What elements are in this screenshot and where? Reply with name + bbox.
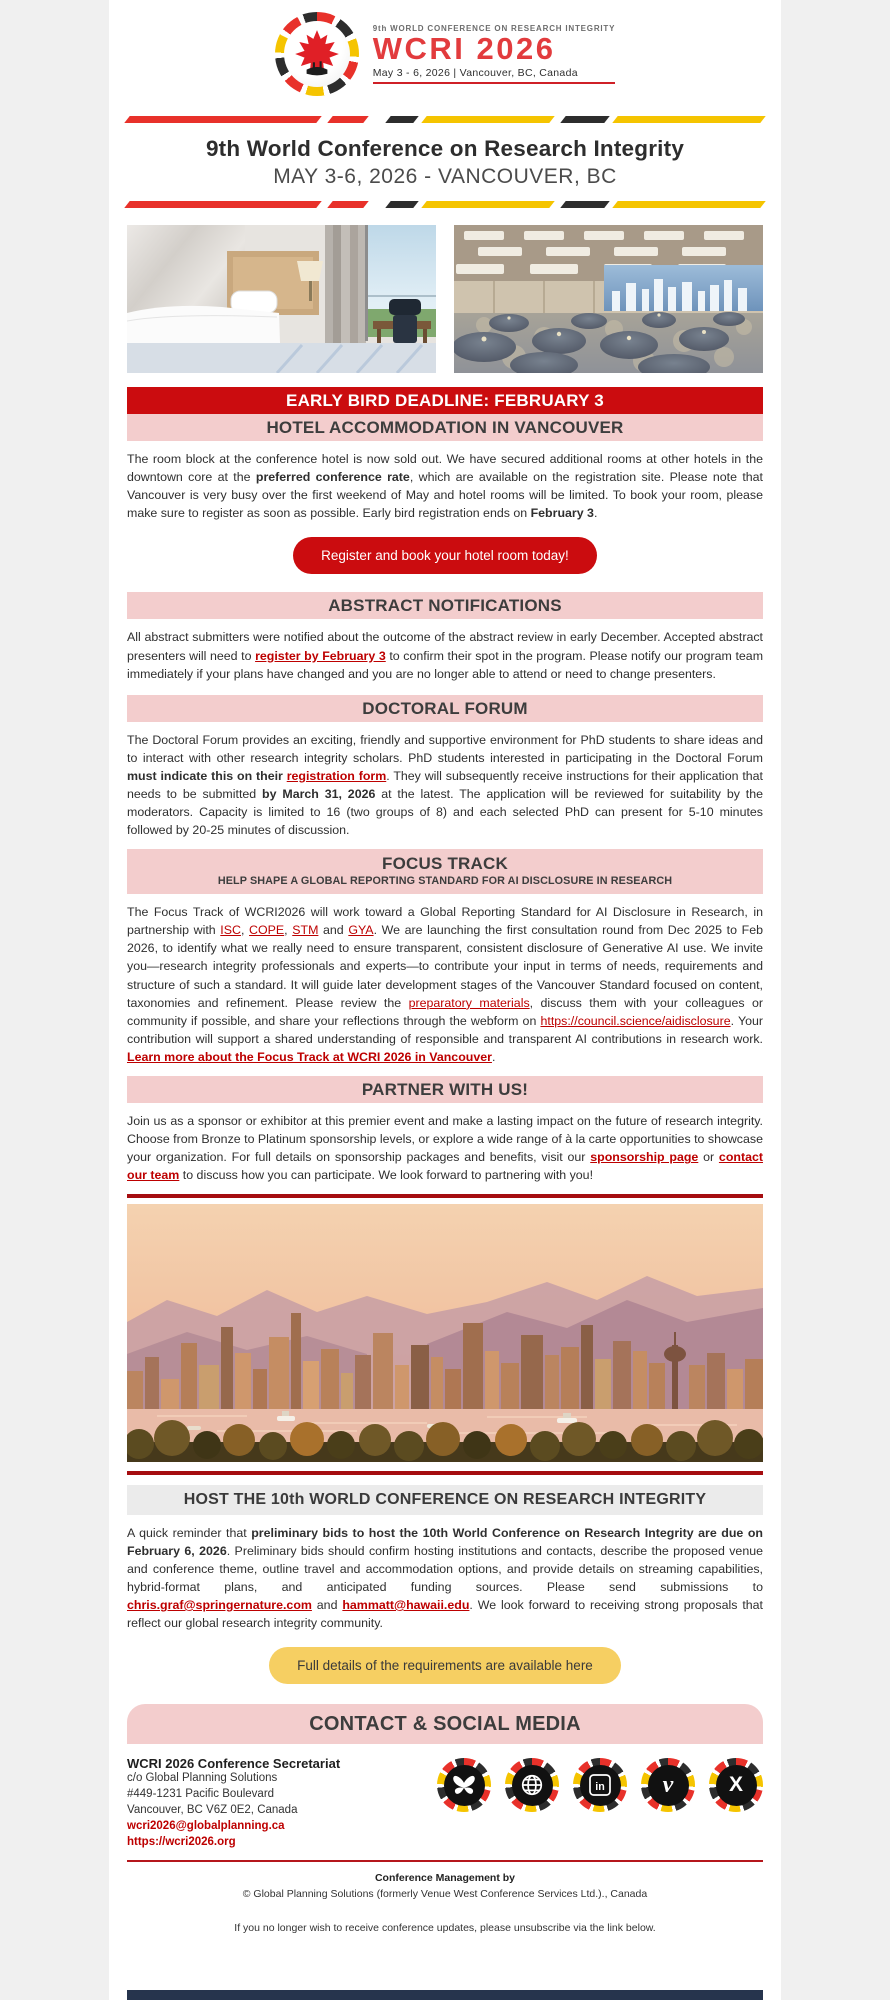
linkedin-glyph (580, 1765, 621, 1806)
text-run: . (593, 506, 598, 521)
wcri-logo-badge (275, 12, 359, 96)
text-run: must indicate this on their (127, 768, 287, 783)
divider-segment (421, 201, 554, 208)
text-run: to confirm their spot in the program. Please notify our program team immediately if your plans have changed and you are no longer able to attend or need to change presenters. (127, 648, 764, 681)
requirements-details-button[interactable]: Full details of the requirements are available here (269, 1647, 621, 1684)
contact-our-team-link[interactable]: contact our team (127, 1150, 763, 1183)
gya-link[interactable]: GYA (348, 923, 374, 938)
secretariat-name: WCRI 2026 Conference Secretariat (127, 1756, 341, 1772)
partner-heading: PARTNER WITH US! (127, 1076, 763, 1103)
skyline-hero (127, 1198, 763, 1462)
address-line: c/o Global Planning Solutions (127, 1772, 278, 1785)
text-run: . We look forward to receiving strong proposals that reflect our global research integrity community. (127, 1598, 763, 1631)
divider-segment (327, 116, 368, 123)
stm-link[interactable]: STM (292, 923, 319, 938)
tricolor-divider-bottom (127, 201, 763, 208)
text-run: , (284, 923, 293, 938)
managed-by-label: Conference Management by (374, 1871, 516, 1884)
text-run: All abstract submitters were notified about the outcome of the abstract review in early December. Accepted abstract presenters will need to (127, 630, 763, 663)
globe-glyph (512, 1765, 553, 1806)
text-run: , (240, 923, 250, 938)
text-run: , discuss them with your colleagues or community if possible, and share your reflections through the webform on (127, 995, 764, 1028)
contact-heading: CONTACT & SOCIAL MEDIA (127, 1704, 763, 1744)
bluesky-butterfly-icon[interactable] (437, 1758, 491, 1812)
address-line: #449-1231 Pacific Boulevard (127, 1788, 275, 1801)
contact-email-link[interactable]: wcri2026@globalplanning.ca (127, 1819, 285, 1832)
focus-track-learn-more-link[interactable]: Learn more about the Focus Track at WCRI 2026 in Vancouver (127, 1050, 492, 1065)
text-run: . Your contribution will support a shared understanding of responsible and transparent AI contributions in research work. (127, 1013, 764, 1046)
text-run: or (698, 1150, 719, 1165)
sponsorship-page-link[interactable]: sponsorship page (590, 1150, 699, 1165)
address-line: Vancouver, BC V6Z 0E2, Canada (127, 1803, 298, 1816)
copyright-line: © Global Planning Solutions (formerly Venue West Conference Services Ltd.)., Canada (242, 1887, 648, 1900)
divider-segment (421, 116, 554, 123)
doctoral-paragraph (127, 731, 763, 840)
preparatory-materials-link[interactable]: preparatory materials (408, 995, 530, 1010)
tricolor-divider-top (127, 116, 763, 123)
text-run: . They will subsequently receive instructions for their application that needs to be submitted (127, 768, 763, 802)
text-run: and (311, 1598, 343, 1613)
focus-paragraph (127, 903, 763, 1066)
x-twitter-icon[interactable] (709, 1758, 763, 1812)
logo-date-line: May 3 - 6, 2026 | Vancouver, BC, Canada (372, 67, 578, 80)
text-run: preliminary bids to host the 10th World Conference on Research Integrity are due on February 6, 2026 (127, 1525, 763, 1558)
divider-segment (385, 116, 418, 123)
linkedin-icon[interactable] (573, 1758, 627, 1812)
divider-segment (124, 201, 321, 208)
text-run: The room block at the conference hotel is now sold out. We have secured additional rooms at other hotels in the downtown core at the (127, 452, 763, 485)
abstract-heading: ABSTRACT NOTIFICATIONS (127, 592, 763, 619)
divider-segment (124, 116, 321, 123)
aidisclosure-webform-link[interactable]: https://council.science/aidisclosure (540, 1013, 731, 1028)
email-newsletter (109, 0, 781, 2000)
x-glyph: X (716, 1765, 757, 1806)
logo-brand: WCRI 2026 (372, 30, 556, 66)
text-run: . (491, 1050, 496, 1065)
social-icons (420, 1756, 763, 1850)
vimeo-icon[interactable] (641, 1758, 695, 1812)
contact-block (127, 1756, 763, 1850)
host-paragraph (127, 1524, 763, 1633)
email-footer (127, 1862, 763, 1934)
text-run: , which are available on the registration site. Please note that Vancouver is very busy over the first weekend of May and hotel rooms will be limited. To book your room, please make sure to register as soon as possible. Early bird registration ends on (127, 470, 763, 521)
divider-segment (327, 201, 368, 208)
register-hotel-button[interactable]: Register and book your hotel room today! (293, 537, 597, 574)
register-by-february-link[interactable]: register by February 3 (255, 648, 386, 663)
maple-leaf-icon (291, 28, 343, 80)
text-run: by March 31, 2026 (262, 787, 376, 802)
focus-heading-subtitle: HELP SHAPE A GLOBAL REPORTING STANDARD FOR AI DISCLOSURE IN RESEARCH (217, 874, 673, 887)
focus-heading-title: FOCUS TRACK (382, 854, 508, 874)
bottom-accent-bar (127, 1990, 763, 2000)
text-run: . We are launching the first consultation round from Dec 2025 to Feb 2026, to identify what we really need to ensure transparent, consistent disclosure of Generative AI use. We invite you—research integrity professionals and experts—to contribute your input in terms of needs, requirements and structure of such a standard. It will guide later development stages of the Vancouver Standard focused on content, taxonomies and refinement. Please review the (127, 923, 763, 1010)
text-run: The Focus Track of WCRI2026 will work toward a Global Reporting Standard for AI Disclosure in Research, in partnership with (127, 905, 763, 938)
divider-segment (560, 201, 609, 208)
text-run: preferred conference rate (255, 470, 410, 485)
website-globe-icon[interactable] (505, 1758, 559, 1812)
registration-form-link[interactable]: registration form (286, 768, 387, 783)
photo-row (127, 225, 763, 373)
text-run: and (318, 923, 349, 938)
secretariat-address (127, 1756, 420, 1850)
text-run: The Doctoral Forum provides an exciting, friendly and supportive environment for PhD students to share ideas and to interact with other research integrity scholars. PhD students interested in participating in the Doctoral Forum (127, 732, 763, 765)
isc-link[interactable]: ISC (220, 923, 241, 938)
hotel-paragraph (127, 450, 763, 522)
bluesky-glyph (444, 1765, 485, 1806)
conference-logo (127, 10, 763, 98)
text-run: A quick reminder that (127, 1525, 252, 1540)
focus-heading (127, 849, 763, 894)
unsubscribe-note: If you no longer wish to receive conference updates, please unsubscribe via the link below. (234, 1921, 656, 1934)
vancouver-skyline-photo (127, 1204, 763, 1462)
divider-segment (612, 201, 765, 208)
hotel-room-photo (127, 225, 436, 373)
ballroom-photo (454, 225, 763, 373)
divider-segment (612, 116, 765, 123)
logo-red-rule (373, 82, 616, 84)
host-heading: HOST THE 10th WORLD CONFERENCE ON RESEARCH INTEGRITY (127, 1485, 763, 1515)
page-title: 9th World Conference on Research Integrity (205, 136, 685, 161)
text-run: at the latest. The application will be reviewed for suitability by the moderators. Capacity is limited to 16 (two groups of 8) and each selected PhD can present for 5-10 minutes followed by 20-25 minutes of discussion. (127, 787, 763, 838)
wcri-logo-circle (284, 21, 350, 87)
chris-graf-email-link[interactable]: chris.graf@springernature.com (127, 1598, 312, 1613)
abstract-paragraph (127, 628, 763, 682)
vimeo-glyph: v (648, 1765, 689, 1806)
doctoral-heading: DOCTORAL FORUM (127, 695, 763, 722)
hammatt-email-link[interactable]: hammatt@hawaii.edu (342, 1598, 470, 1613)
red-rule-below-skyline (127, 1471, 763, 1475)
cope-link[interactable]: COPE (249, 923, 285, 938)
logo-tagline: 9th WORLD CONFERENCE ON RESEARCH INTEGRITY (372, 23, 616, 33)
text-run: Join us as a sponsor or exhibitor at this premier event and make a lasting impact on the future of research integrity. Choose from Bronze to Platinum sponsorship levels, or explore a wide range of à la carte opportunities to showcase your organization. For full details on sponsorship packages and benefits, visit our (127, 1114, 763, 1165)
early-bird-banner: EARLY BIRD DEADLINE: FEBRUARY 3 (127, 387, 763, 414)
divider-segment (560, 116, 609, 123)
logo-lockup (373, 24, 616, 85)
text-run: . Preliminary bids should confirm hosting institutions and contacts, describe the proposed venue and conference theme, outline travel and accommodation options, and provide details on streaming capabilities, hybrid-format plans, and anticipated funding sources. Please send submissions to (127, 1543, 763, 1594)
partner-paragraph (127, 1112, 763, 1184)
text-run: February 3 (530, 506, 594, 521)
conference-website-link[interactable]: https://wcri2026.org (127, 1835, 236, 1848)
hotel-heading: HOTEL ACCOMMODATION IN VANCOUVER (127, 414, 763, 441)
svg-text:in: in (595, 1781, 605, 1794)
page-subtitle: MAY 3-6, 2026 - VANCOUVER, BC (273, 165, 617, 188)
text-run: to discuss how you can participate. We look forward to partnering with you! (179, 1168, 594, 1183)
divider-segment (385, 201, 418, 208)
